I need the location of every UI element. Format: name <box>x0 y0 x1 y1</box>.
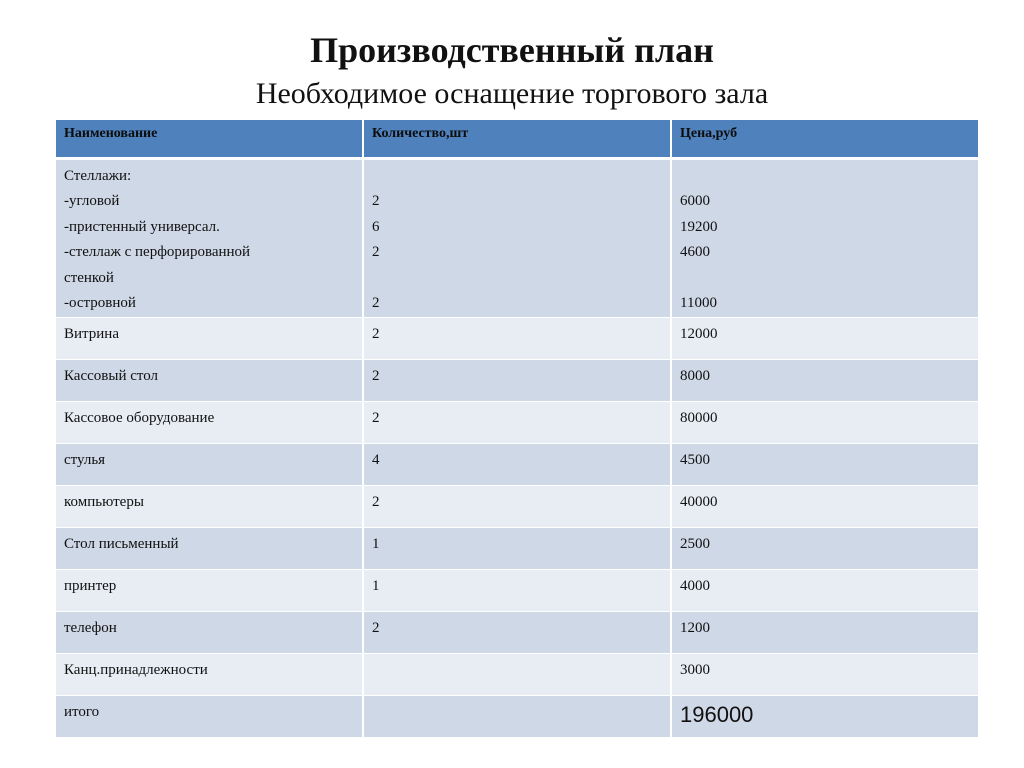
header-price: Цена,руб <box>671 120 978 158</box>
shelving-price-line: 6000 <box>680 193 710 209</box>
item-price: 40000 <box>671 485 978 527</box>
item-price: 4000 <box>671 569 978 611</box>
table-header-row <box>56 120 978 158</box>
shelving-name-line: -островной <box>64 295 136 311</box>
item-qty: 2 <box>363 317 671 359</box>
shelving-name-line: -пристенный универсал. <box>64 218 220 235</box>
shelving-name-line: -угловой <box>64 193 120 209</box>
shelving-qty-cell <box>363 158 671 317</box>
table-row <box>56 527 978 569</box>
shelving-name-line: Стеллажи: <box>64 167 132 184</box>
table-row-shelving <box>56 158 978 317</box>
table-row <box>56 653 978 695</box>
shelving-price-line: 11000 <box>680 295 717 311</box>
shelving-qty-line: 2 <box>372 244 380 260</box>
item-name: стулья <box>56 443 363 485</box>
item-qty: 1 <box>363 569 671 611</box>
table-row <box>56 401 978 443</box>
item-qty: 4 <box>363 443 671 485</box>
item-qty: 2 <box>363 359 671 401</box>
table-row <box>56 485 978 527</box>
shelving-price-cell <box>671 158 978 317</box>
shelving-qty-line: 2 <box>372 193 380 209</box>
shelving-price-line: 19200 <box>680 218 718 235</box>
item-name: Стол письменный <box>56 527 363 569</box>
total-price-cell <box>671 695 978 737</box>
item-price: 3000 <box>671 653 978 695</box>
shelving-name-line: стенкой <box>64 269 114 286</box>
item-price: 2500 <box>671 527 978 569</box>
shelving-price-line: 4600 <box>680 244 710 260</box>
item-name: принтер <box>56 569 363 611</box>
item-price: 8000 <box>671 359 978 401</box>
item-name: телефон <box>56 611 363 653</box>
table-row <box>56 611 978 653</box>
shelving-qty-line <box>372 164 662 190</box>
table-row <box>56 569 978 611</box>
item-qty: 2 <box>363 485 671 527</box>
total-price: 196000 <box>680 701 754 727</box>
header-name: Наименование <box>56 120 363 158</box>
table-row <box>56 443 978 485</box>
item-qty: 2 <box>363 611 671 653</box>
shelving-qty-line <box>372 266 662 292</box>
header-quantity: Количество,шт <box>363 120 671 158</box>
item-name: Кассовый стол <box>56 359 363 401</box>
shelving-name-line: -стеллаж с перфорированной <box>64 244 251 260</box>
item-price: 80000 <box>671 401 978 443</box>
item-price: 1200 <box>671 611 978 653</box>
shelving-qty-line: 6 <box>372 218 380 235</box>
equipment-table <box>56 120 978 738</box>
item-price: 12000 <box>671 317 978 359</box>
item-price: 4500 <box>671 443 978 485</box>
table-row <box>56 317 978 359</box>
item-name: Канц.принадлежности <box>56 653 363 695</box>
shelving-price-line <box>680 266 970 292</box>
slide-subtitle: Необходимое оснащение торгового зала <box>255 77 769 110</box>
table-row <box>56 359 978 401</box>
shelving-qty-line: 2 <box>372 295 380 311</box>
item-name: Витрина <box>56 317 363 359</box>
slide-title: Производственный план <box>310 30 714 70</box>
total-label: итого <box>56 695 363 737</box>
shelving-price-line <box>680 164 970 190</box>
item-qty <box>363 653 671 695</box>
item-name: компьютеры <box>56 485 363 527</box>
total-qty <box>363 695 671 737</box>
item-qty: 2 <box>363 401 671 443</box>
item-name: Кассовое оборудование <box>56 401 363 443</box>
item-qty: 1 <box>363 527 671 569</box>
table-row-total <box>56 695 978 737</box>
shelving-name-cell <box>56 158 363 317</box>
